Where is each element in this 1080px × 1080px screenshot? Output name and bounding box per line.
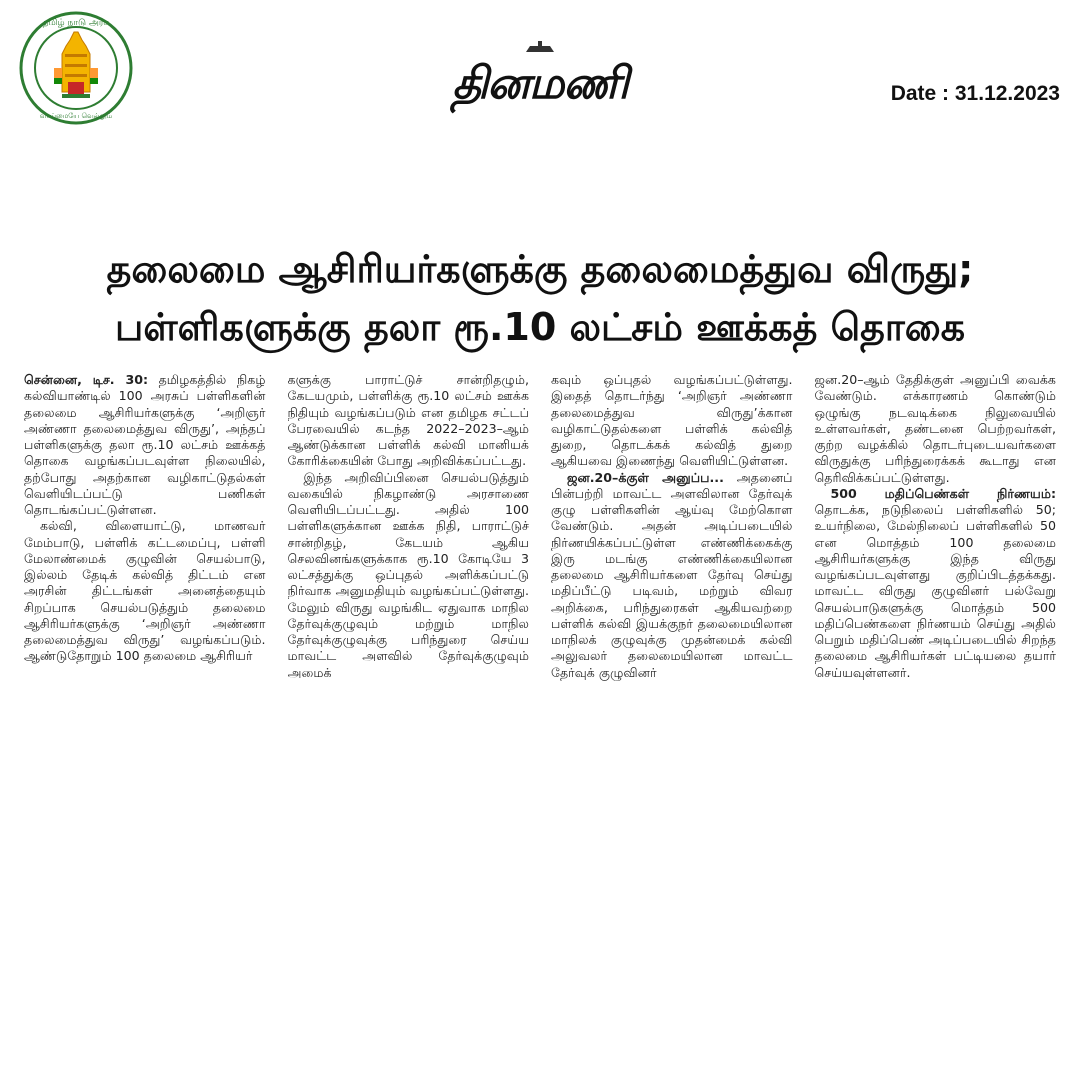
paragraph: [815, 486, 1057, 681]
article-headline: [20, 240, 1060, 356]
paragraph: கவும் ஒப்புதல் வழங்கப்பட்டுள்ளது. இதைத் தொடர்ந்து ‘அறிஞர் அண்ணா தலைமைத்துவ விருது’க்கான வழிகாட்டுதல்களை பள்ளிக் கல்வித் துறை, தொடக்கக் கல்வித் துறை ஆகியவை இணைந்து வெளியிட்டுள்ளன.: [551, 372, 793, 469]
paragraph-text: அதனைப் பின்பற்றி மாவட்ட அளவிலான தேர்வுக் குழு பள்ளிகளின் ஆய்வு மேற்கொள வேண்டும். அதன் அடிப்படையில் நிர்ணயிக்கப்பட்டுள்ள எண்ணிக்கைக்கு இரு மடங்கு எண்ணிக்கையிலான தலைமை ஆசிரியர்களை தேர்வு செய்து மதிப்பீட்டு படிவம், மற்றும் விவர அறிக்கை, பரிந்துரைகள் ஆகியவற்றை பள்ளிக் கல்வி இயக்குநர் தலைமையிலான மாநிலக் குழுவுக்கு முதன்மைக் கல்வி அலுவலர் தலைமையிலான மாவட்ட தேர்வுக் குழுவினர்: [551, 469, 793, 680]
headline-line-1: தலைமை ஆசிரியர்களுக்கு தலைமைத்துவ விருது;: [106, 247, 974, 291]
headline-line-2: பள்ளிகளுக்கு தலா ரூ.10 லட்சம் ஊக்கத் தொகை: [114, 305, 966, 349]
paragraph: இந்த அறிவிப்பினை செயல்படுத்தும் வகையில் நிகழாண்டு அரசாணை வெளியிடப்பட்டது. அதில் 100 பள்ளிகளுக்கான ஊக்க நிதி, பாராட்டுச் சான்றிதழ், கேடயம் ஆகிய செலவினங்களுக்காக ரூ.10 கோடியே 3 லட்சத்துக்கு ஒப்புதல் அளிக்கப்பட்டு நிர்வாக அனுமதியும் வழங்கப்பட்டுள்ளது. மேலும் விருது வழங்கிட ஏதுவாக மாநில தேர்வுக்குழுவும் மற்றும் மாநில தேர்வுக்குழுவுக்கு பரிந்துரை செய்ய மாவட்ட அளவில் தேர்வுக்குழுவும் அமைக்: [287, 469, 529, 680]
paragraph: களுக்கு பாராட்டுச் சான்றிதழும், கேடயமும், பள்ளிக்கு ரூ.10 லட்சம் ஊக்க நிதியும் வழங்கப்படும் என தமிழக சட்டப் பேரவையில் கடந்த 2022–2023–ஆம் ஆண்டுக்கான பள்ளிக் கல்வி மானியக் கோரிக்கையின் போது அறிவிக்கப்பட்டது.: [287, 372, 529, 469]
article-column-3: [551, 372, 793, 832]
paragraph: கல்வி, விளையாட்டு, மாணவர் மேம்பாடு, பள்ளிக் கட்டமைப்பு, பள்ளி மேலாண்மைக் குழுவின் செயல்பாடு, இல்லம் தேடிக் கல்வித் திட்டம் என அரசின் திட்டங்கள் அனைத்தையும் சிறப்பாக செயல்படுத்தும் தலைமை ஆசிரியர்களுக்கு ‘அறிஞர் அண்ணா தலைமைத்துவ விருது’ வழங்கப்படும். ஆண்டுதோறும் 100 தலைமை ஆசிரியர்: [24, 518, 266, 664]
dateline: சென்னை, டிச. 30:: [24, 372, 149, 387]
article-column-1: [24, 372, 266, 832]
article-column-4: [815, 372, 1057, 832]
emblem-seal-icon: [18, 10, 134, 126]
masthead-lamp-icon: [520, 40, 560, 54]
publication-date: Date : 31.12.2023: [890, 82, 1060, 105]
paragraph: [24, 372, 266, 518]
paragraph: ஜன.20–ஆம் தேதிக்குள் அனுப்பி வைக்க வேண்டும். எக்காரணம் கொண்டும் ஒழுங்கு நடவடிக்கை நிலுவையில் உள்ளவர்கள், தண்டனை பெற்றவர்கள், குற்ற வழக்கில் தொடர்புடையவர்களை விருதுக்கு பரிந்துரைக்கக் கூடாது என தெரிவிக்கப்பட்டுள்ளது.: [814, 372, 1056, 485]
newspaper-masthead: [430, 40, 650, 120]
newspaper-name: தினமணி: [452, 58, 628, 109]
article-column-2: [288, 372, 530, 832]
tamil-nadu-emblem: [18, 10, 134, 126]
subheading: 500 மதிப்பெண்கள் நிர்ணயம்:: [830, 485, 1056, 501]
paragraph-text: தமிழகத்தில் நிகழ் கல்வியாண்டில் 100 அரசுப் பள்ளிகளின் தலைமை ஆசிரியர்களுக்கு ‘அறிஞர் அண்ணா தலைமைத்துவ விருது’, அந்தப் பள்ளிகளுக்கு தலா ரூ.10 லட்சம் ஊக்கத் தொகை வழங்கப்படவுள்ள நிலையில், தற்போது அதற்கான வழிகாட்டுதல்கள் வெளியிடப்பட்டு பணிகள் தொடங்கப்பட்டுள்ளன.: [24, 372, 266, 517]
article-body: [24, 372, 1056, 832]
svg-text:வாய்மையே வெல்லும்: வாய்மையே வெல்லும்: [39, 112, 113, 120]
svg-text:தமிழ் நாடு அரசு: தமிழ் நாடு அரசு: [42, 18, 110, 28]
subheading: ஜன.20–க்குள் அனுப்ப...: [567, 469, 724, 485]
paragraph-text: தொடக்க, நடுநிலைப் பள்ளிகளில் 50; உயர்நிலை, மேல்நிலைப் பள்ளிகளில் 50 என மொத்தம் 100 தலைமை ஆசிரியர்களுக்கு இந்த விருது வழங்கப்படவுள்ளது குறிப்பிடத்தக்கது. மாவட்ட விருது குழுவினர் பல்வேறு செயல்பாடுகளுக்கு மொத்தம் 500 மதிப்பெண்களை நிர்ணயம் செய்து அதில் பெறும் மதிப்பெண் அடிப்படையில் சிறந்த தலைமை ஆசிரியர்கள் பட்டியலை தயார் செய்யவுள்ளனர்.: [814, 502, 1056, 680]
paragraph: [551, 470, 793, 681]
